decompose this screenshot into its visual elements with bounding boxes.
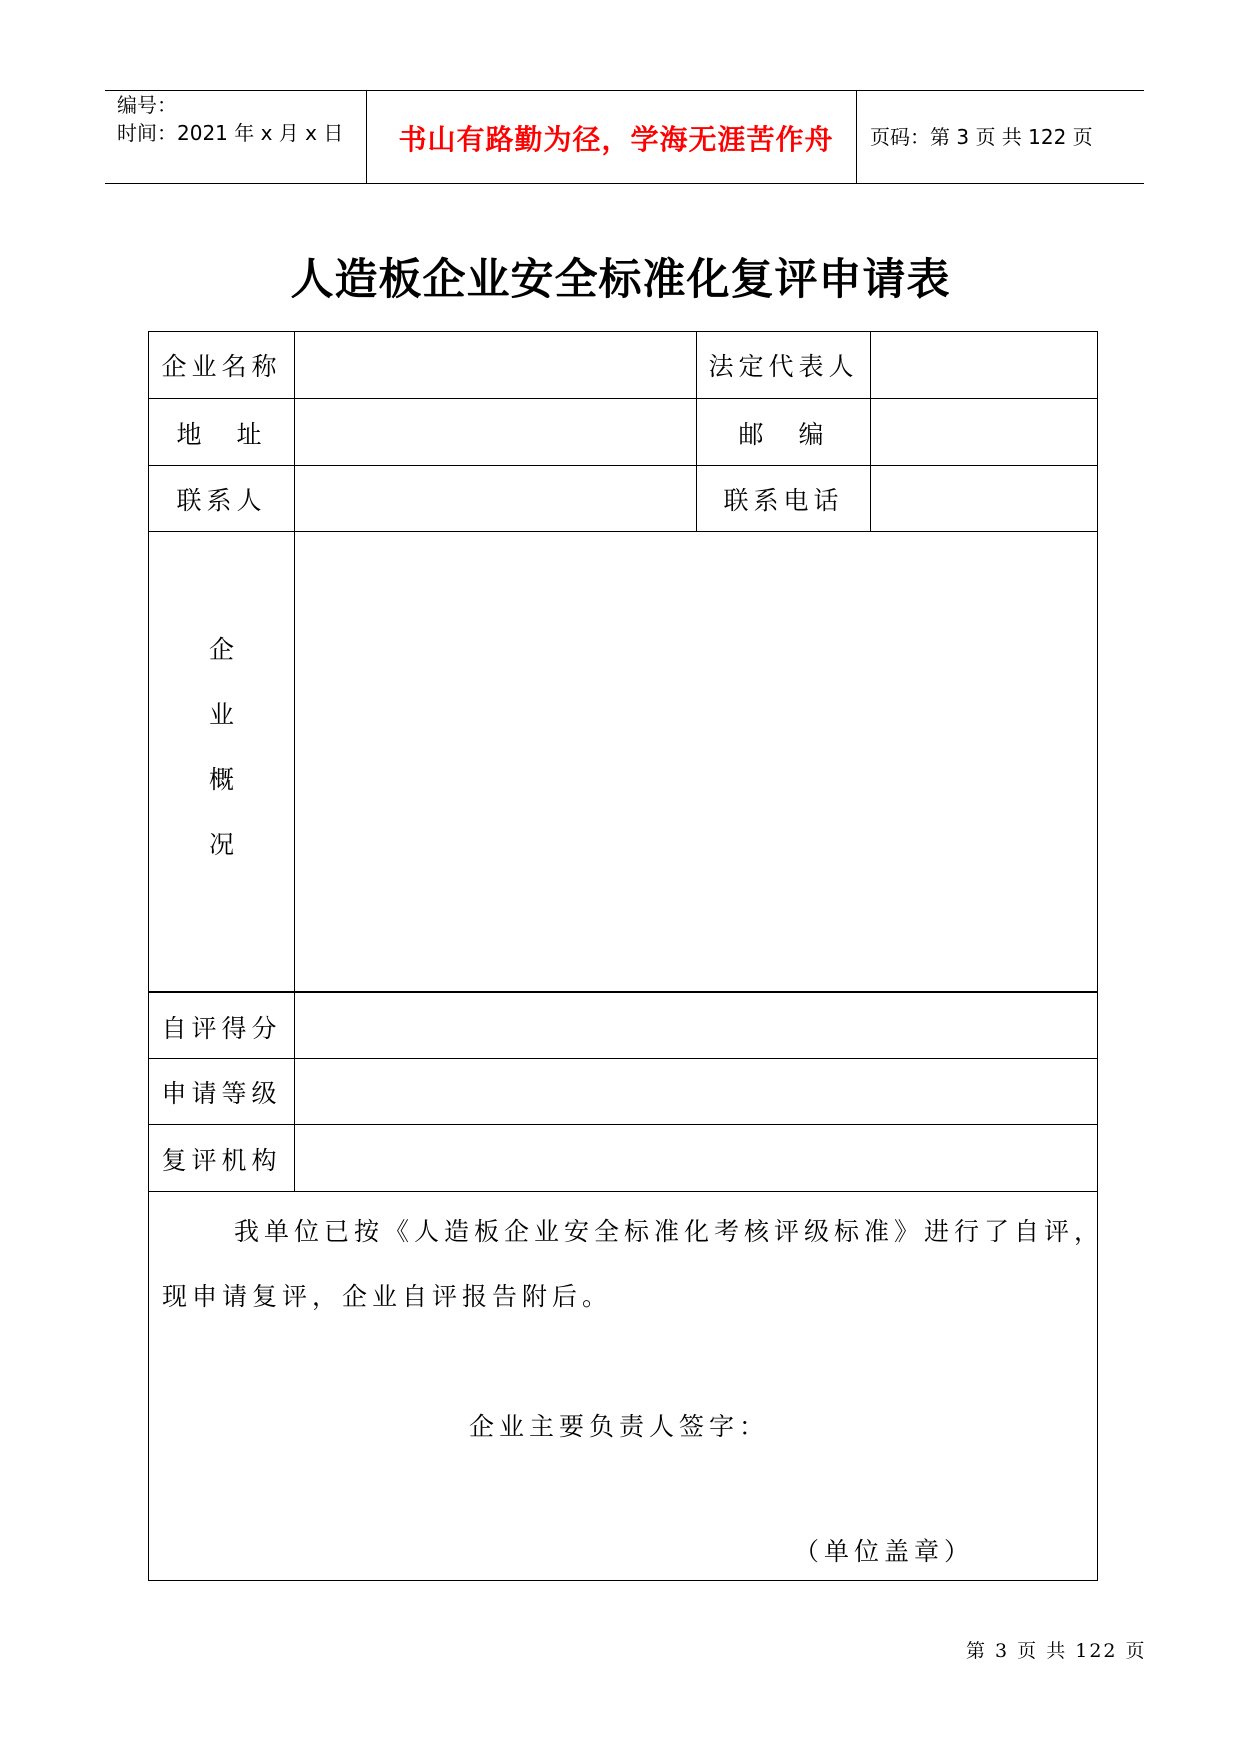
row-statement xyxy=(149,1191,1105,1581)
statement-line-1: 我单位已按《人造板企业安全标准化考核评级标准》进行了自评， xyxy=(234,1217,1105,1246)
code-label: 编号： xyxy=(117,93,177,117)
application-form xyxy=(148,331,1105,1581)
contact-phone-label: 联系电话 xyxy=(696,466,870,532)
row-company-name xyxy=(149,332,1097,398)
review-org-field[interactable] xyxy=(294,1125,1097,1192)
address-field[interactable] xyxy=(294,399,696,466)
legal-rep-field[interactable] xyxy=(870,332,1097,398)
self-score-label: 自评得分 xyxy=(161,1013,282,1043)
header-page-info: 页码：第 3 页 共 122 页 xyxy=(870,125,1093,149)
row-contact xyxy=(149,465,1097,532)
postcode-field[interactable] xyxy=(870,399,1097,466)
page-title: 人造板企业安全标准化复评申请表 xyxy=(290,255,951,305)
row-review-org xyxy=(149,1124,1097,1192)
statement-line-2: 现申请复评，企业自评报告附后。 xyxy=(162,1282,613,1311)
apply-level-label: 申请等级 xyxy=(161,1079,282,1108)
time-label: 时间：2021 年 x 月 x 日 xyxy=(117,121,344,145)
company-name-field[interactable] xyxy=(294,332,696,398)
contact-field[interactable] xyxy=(294,466,696,532)
legal-rep-label: 法定代表人 xyxy=(696,332,870,398)
row-address xyxy=(149,398,1097,466)
motto: 书山有路勤为径，学海无涯苦作舟 xyxy=(398,123,834,156)
overview-label xyxy=(149,532,294,992)
header-bottom-rule xyxy=(105,183,1144,184)
overview-char: 业 xyxy=(208,700,234,729)
overview-char: 概 xyxy=(208,765,234,794)
row-apply-level xyxy=(149,1058,1097,1125)
header-divider-left xyxy=(366,90,367,184)
overview-field[interactable] xyxy=(294,532,1097,992)
postcode-label: 邮 编 xyxy=(696,399,870,466)
footer-page-info: 第 3 页 共 122 页 xyxy=(966,1640,1147,1662)
row-overview xyxy=(149,531,1097,992)
contact-phone-field[interactable] xyxy=(870,466,1097,532)
address-label: 地 址 xyxy=(176,419,267,449)
apply-level-field[interactable] xyxy=(294,1059,1097,1125)
seal-label: （单位盖章） xyxy=(794,1537,975,1566)
header-top-rule xyxy=(105,90,1144,91)
company-name-label: 企业名称 xyxy=(161,352,282,381)
overview-char: 企 xyxy=(208,635,234,664)
review-org-label: 复评机构 xyxy=(161,1145,282,1175)
row-self-score xyxy=(149,991,1097,1060)
contact-label: 联系人 xyxy=(176,486,267,515)
overview-char: 况 xyxy=(208,830,234,859)
self-score-field[interactable] xyxy=(294,993,1097,1060)
signature-label: 企业主要负责人签字： xyxy=(469,1412,770,1441)
